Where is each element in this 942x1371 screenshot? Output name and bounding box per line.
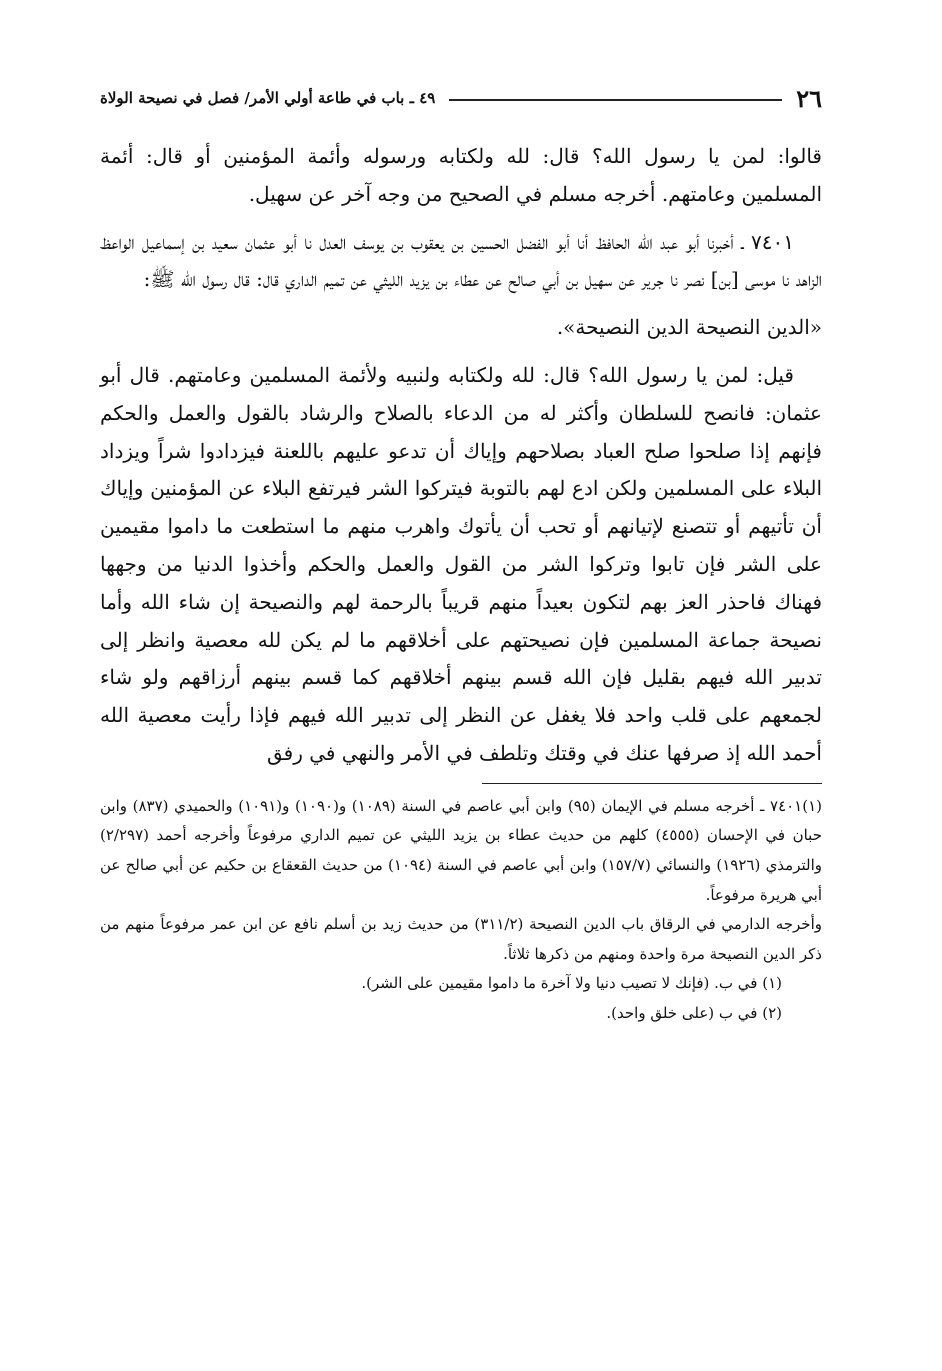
footnote-separator bbox=[482, 783, 822, 784]
paragraph-commentary: قيل: لمن يا رسول الله؟ قال: لله ولكتابه ولنبيه ولأئمة المسلمين وعامتهم. قال أبو عثمان: فانصح للسلطان وأكثر له من الدعاء بالصلاح والرشاد بالقول والعمل والحكم فإنهم إذا صلحوا صلح العباد بصلاحهم وإياك أن تدعو عليهم باللعنة فيزدادوا شراً ويزداد البلاء على المسلمين ولكن ادع لهم بالتوبة فيتركوا الشر فيرتفع البلاء عن المؤمنين وإياك أن تأتيهم أو تتصنع لإتيانهم أو تحب أن يأتوك واهرب منهم ما استطعت ما داموا مقيمين على الشر فإن تابوا وتركوا الشر من القول والعمل والحكم وأخذوا الدنيا من وجهها فهناك فاحذر العز بهم لتكون بعيداً منهم قريباً بالرحمة لهم والنصيحة إن شاء الله وأما نصيحة جماعة المسلمين فإن نصيحتهم على أخلاقهم ما لم يكن لله معصية وانظر إلى تدبير الله فيهم بقليل فإن الله قسم بينهم أخلاقهم كما قسم بينهم أرزاقهم ولو شاء لجمعهم على قلب واحد فلا يغفل عن النظر إلى تدبير الله فيهم فإذا رأيت معصية الله أحمد الله إذ صرفها عنك في وقتك وتلطف في الأمر والنهي في رفق bbox=[100, 362, 822, 765]
footnote-variant-2: (٢) في ب (على خلق واحد). bbox=[606, 1003, 782, 1022]
paragraph-continuation: قالوا: لمن يا رسول الله؟ قال: لله ولكتابه ورسوله وأئمة المؤمنين أو قال: أئمة المسلمين وعامتهم. أخرجه مسلم في الصحيح من وجه آخر عن سهيل. bbox=[100, 144, 822, 206]
footnote-takhrij: (١)٧٤٠١ ـ أخرجه مسلم في الإيمان (٩٥) وابن أبي عاصم في السنة (١٠٨٩) و(١٠٩٠) و(١٠٩١) والحميدي (٨٣٧) وابن حبان في الإحسان (٤٥٥٥) كلهم من حديث عطاء بن يزيد الليثي عن تميم الداري مرفوعاً وأخرجه أحمد (٢/٢٩٧) والترمذي (١٩٢٦) والنسائي (١٥٧/٧) وابن أبي عاصم في السنة (١٠٩٤) من حديث القعقاع بن حكيم عن أبي صالح عن أبي هريرة مرفوعاً. bbox=[100, 796, 823, 904]
footnote-takhrij-darimi: وأخرجه الدارمي في الرقاق باب الدين النصيحة (٣١١/٢) من حديث زيد بن أسلم نافع عن ابن عمر مرفوعاً منهم من ذكر الدين النصيحة مرة واحدة ومنهم من ذكرها ثلاثاً. bbox=[100, 915, 822, 963]
footnotes bbox=[100, 792, 822, 1029]
footnote-variant-1: (١) في ب. (فإنك لا تصيب دنيا ولا آخرة ما داموا مقيمين على الشر). bbox=[361, 974, 782, 993]
page-number: ٢٦ bbox=[796, 83, 822, 113]
book-page bbox=[100, 78, 822, 1029]
paragraph-hadith-text: «الدين النصيحة الدين النصيحة». bbox=[556, 315, 822, 340]
main-text bbox=[100, 138, 822, 773]
running-header bbox=[100, 78, 822, 118]
running-title: ٤٩ ـ باب في طاعة أولي الأمر/ فصل في نصيحة الولاة bbox=[100, 89, 436, 107]
paragraph-hadith-chain: ٧٤٠١ ـ أخبرنا أبو عبد الله الحافظ أنا أبو الفضل الحسين بن يعقوب بن يوسف العدل نا أبو عثمان سعيد بن إسماعيل الواعظ الزاهد نا موسى [بن] نصر نا جرير عن سهيل بن أبي صالح عن عطاء بن يزيد الليثي عن تميم الداري قال: قال رسول الله ﷺ: bbox=[100, 229, 822, 292]
header-rule bbox=[449, 99, 782, 101]
